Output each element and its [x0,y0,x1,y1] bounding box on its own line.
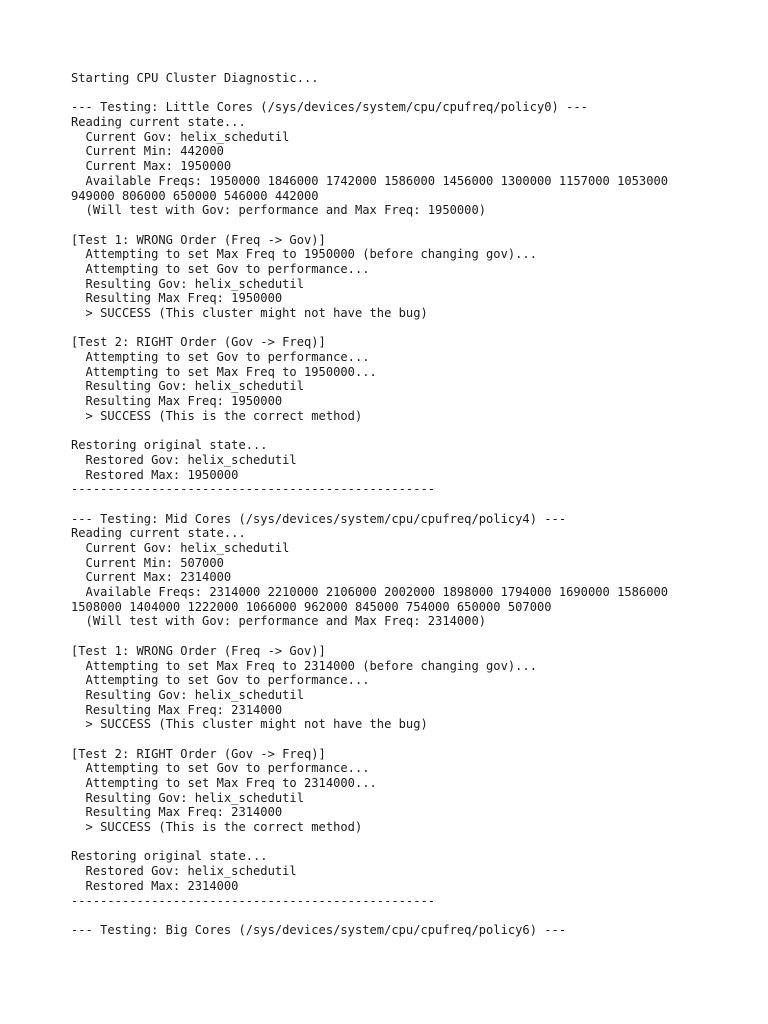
terminal-line [71,629,761,644]
terminal-line: Resulting Max Freq: 2314000 [71,702,283,717]
terminal-line: Restoring original state... [71,849,268,864]
terminal-line: Current Min: 507000 [71,555,224,570]
terminal-line: Reading current state... [71,115,246,130]
terminal-line: [Test 1: WRONG Order (Freq -> Gov)] [71,643,326,658]
terminal-line: [Test 2: RIGHT Order (Gov -> Freq)] [71,746,326,761]
terminal-line: Resulting Max Freq: 2314000 [71,805,283,820]
terminal-line: Attempting to set Max Freq to 2314000... [71,776,377,790]
terminal-line: [Test 1: WRONG Order (Freq -> Gov)] [71,232,326,247]
terminal-line [71,424,761,439]
terminal-line [71,497,761,512]
terminal-line: 1508000 1404000 1222000 1066000 962000 845000 754000 650000 507000 [71,599,552,614]
terminal-line [71,86,761,101]
terminal-line: Resulting Gov: helix_schedutil [71,379,304,394]
terminal-line: Resulting Max Freq: 1950000 [71,394,283,409]
terminal-line: Current Min: 442000 [71,144,224,159]
terminal-line: Current Max: 1950000 [71,159,232,174]
terminal-line: Attempting to set Gov to performance... [71,261,370,276]
terminal-line: -------------------------------------------------- [71,482,436,497]
terminal-line: Resulting Gov: helix_schedutil [71,276,304,291]
terminal-line: Restored Max: 2314000 [71,878,239,893]
terminal-line [71,908,761,923]
terminal-line: Attempting to set Max Freq to 2314000 (before changing gov)... [71,658,537,673]
terminal-line [71,218,761,233]
terminal-line: Available Freqs: 1950000 1846000 1742000 1586000 1456000 1300000 1157000 1053000 [71,173,669,188]
terminal-line: --- Testing: Mid Cores (/sys/devices/system/cpu/cpufreq/policy4) --- [71,511,567,526]
terminal-line: Current Max: 2314000 [71,570,232,585]
terminal-line: > SUCCESS (This is the correct method) [71,408,363,423]
terminal-line [71,732,761,747]
terminal-line: Restoring original state... [71,438,268,453]
terminal-line: Current Gov: helix_schedutil [71,129,290,144]
terminal-line: Attempting to set Max Freq to 1950000... [71,364,377,379]
terminal-line: Attempting to set Gov to performance... [71,761,370,776]
terminal-output [71,71,761,938]
terminal-line: 949000 806000 650000 546000 442000 [71,188,319,203]
terminal-line: Attempting to set Max Freq to 1950000 (before changing gov)... [71,247,537,262]
terminal-line: Restored Gov: helix_schedutil [71,864,297,879]
terminal-line: Attempting to set Gov to performance... [71,673,370,688]
terminal-line: > SUCCESS (This is the correct method) [71,820,363,835]
terminal-line: --- Testing: Little Cores (/sys/devices/system/cpu/cpufreq/policy0) --- [71,100,588,115]
terminal-line [71,835,761,850]
terminal-line: Resulting Max Freq: 1950000 [71,291,283,306]
terminal-line: (Will test with Gov: performance and Max Freq: 1950000) [71,203,487,218]
terminal-line: Starting CPU Cluster Diagnostic... [71,71,319,85]
terminal-line: Reading current state... [71,526,246,541]
terminal-line: [Test 2: RIGHT Order (Gov -> Freq)] [71,335,326,350]
terminal-line [71,321,761,336]
terminal-line: Restored Gov: helix_schedutil [71,452,297,467]
terminal-line: > SUCCESS (This cluster might not have the bug) [71,717,428,732]
terminal-line: Attempting to set Gov to performance... [71,350,370,365]
terminal-line: --- Testing: Big Cores (/sys/devices/system/cpu/cpufreq/policy6) --- [71,922,567,937]
terminal-line: (Will test with Gov: performance and Max Freq: 2314000) [71,614,487,629]
terminal-line: Available Freqs: 2314000 2210000 2106000 2002000 1898000 1794000 1690000 1586000 [71,585,669,600]
terminal-line: -------------------------------------------------- [71,893,436,908]
terminal-line: Current Gov: helix_schedutil [71,541,290,555]
terminal-line: > SUCCESS (This cluster might not have the bug) [71,306,428,320]
terminal-line: Resulting Gov: helix_schedutil [71,687,304,702]
terminal-line: Restored Max: 1950000 [71,467,239,482]
terminal-line: Resulting Gov: helix_schedutil [71,790,304,805]
